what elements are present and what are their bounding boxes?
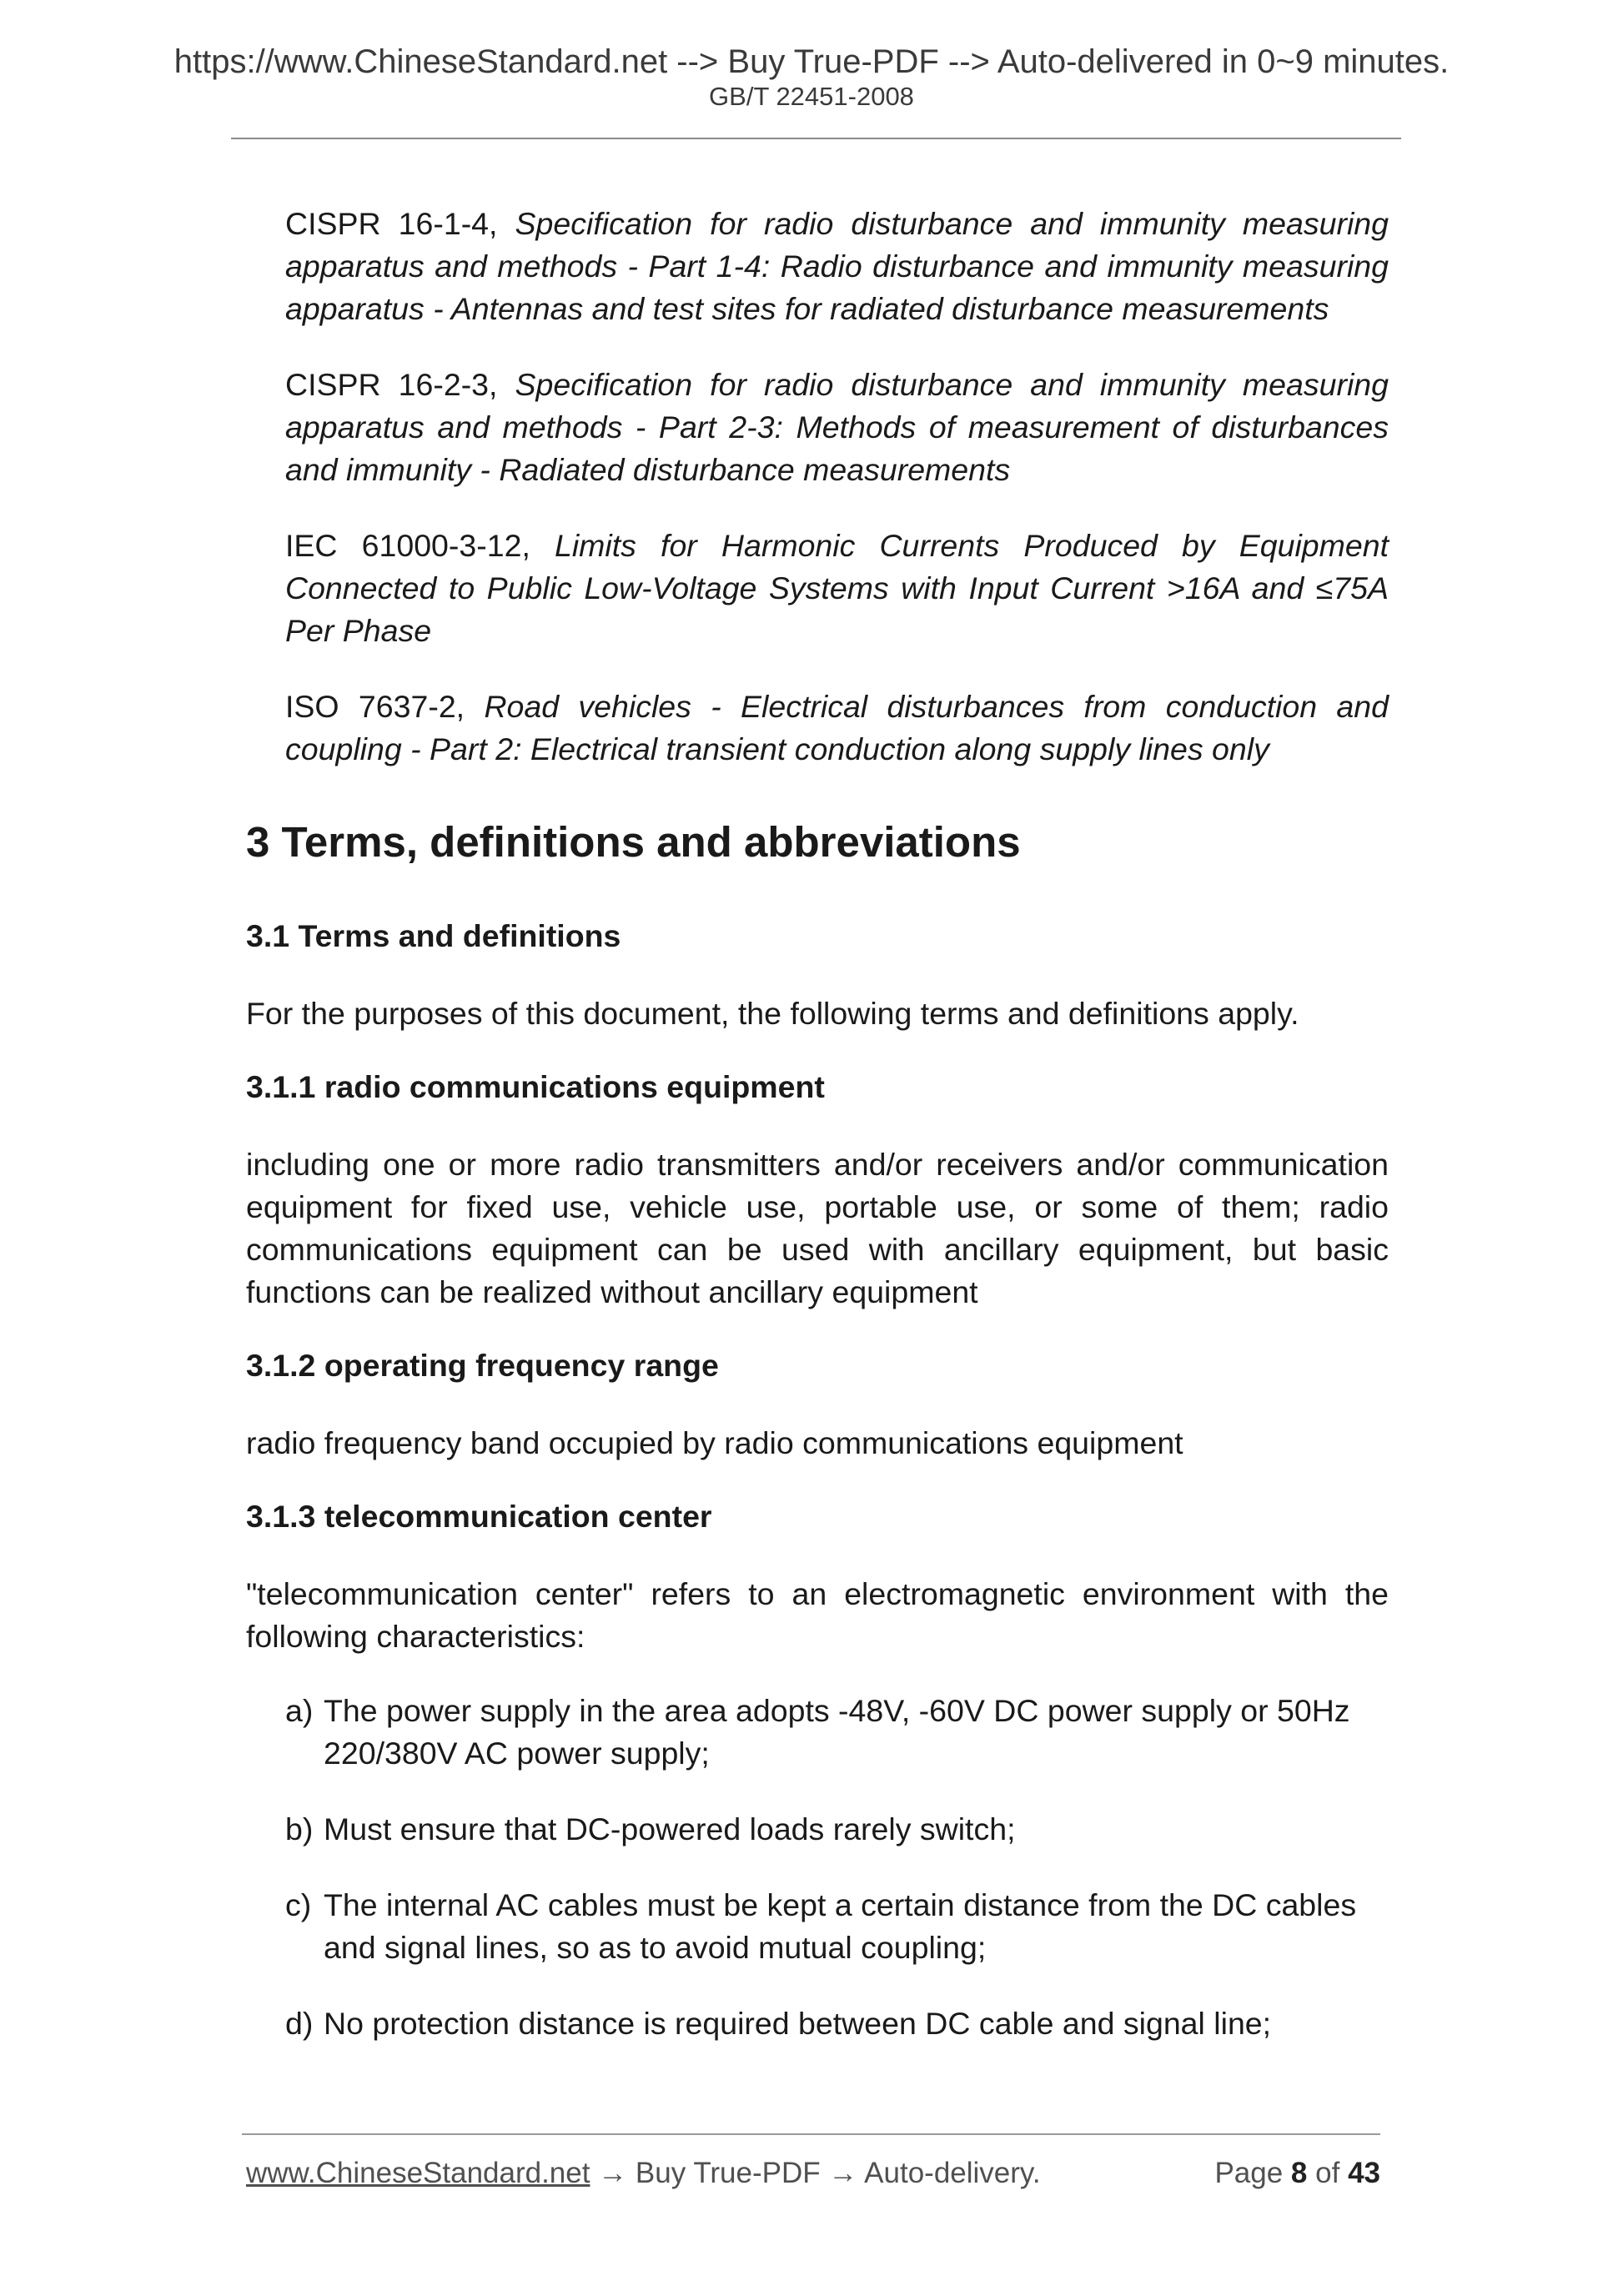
list-item-label: a) [285,1692,314,1728]
header-divider [231,138,1401,139]
page-number: 8 [1290,2157,1308,2189]
list-item [285,1690,1389,1775]
of-word: of [1315,2157,1340,2189]
footer-promo-text: → Buy True-PDF → Auto-delivery. [590,2157,1041,2189]
section-3-1-intro: For the purposes of this document, the following terms and definitions apply. [246,995,1299,1031]
term-3-1-2-heading: 3.1.2 operating frequency range [246,1347,719,1383]
term-3-1-3-definition: "telecommunication center" refers to an electromagnetic environment with the following characteristics: [246,1575,1389,1654]
footer-site-link[interactable]: www.ChineseStandard.net [246,2157,590,2189]
reference-item [285,203,1389,330]
reference-title: Limits for Harmonic Currents Produced by Equipment Connected to Public Low-Voltage Systems with Input Current >16A and ≤75A Per Phase [285,527,1389,648]
reference-code: IEC 61000-3-12, [285,527,530,563]
page-content [246,171,1389,2078]
footer-promo [246,2157,1041,2190]
footer-divider [242,2133,1380,2135]
term-3-1-3-heading: 3.1.3 telecommunication center [246,1498,712,1534]
page-word: Page [1214,2157,1284,2189]
reference-title: Specification for radio disturbance and immunity measuring apparatus and methods - Part 2-3: Methods of measurement of disturbances and immunity - Radiated disturbance measurements [285,366,1389,487]
list-item [285,2002,1389,2045]
term-3-1-1-definition: including one or more radio transmitters and/or receivers and/or communication equipment for fixed use, vehicle use, portable use, or some of them; radio communications equipment can be used with ancillary equipment, but basic functions can be realized without ancillary equipment [246,1146,1389,1309]
reference-title: Road vehicles - Electrical disturbances from conduction and coupling - Part 2: Electrical transient conduction along supply lines only [285,688,1389,766]
list-item-text: The internal AC cables must be kept a certain distance from the DC cables and signal lines, so as to avoid mutual coupling; [324,1887,1357,1965]
reference-item [285,686,1389,771]
list-item-label: c) [285,1887,312,1922]
list-item-text: Must ensure that DC-powered loads rarely switch; [324,1811,1016,1846]
section-3-1-heading: 3.1 Terms and definitions [246,917,621,953]
page-total: 43 [1348,2157,1380,2189]
term-3-1-2-definition: radio frequency band occupied by radio communications equipment [246,1424,1183,1460]
list-item [285,1808,1389,1851]
reference-code: CISPR 16-1-4, [285,205,498,241]
reference-item [285,525,1389,652]
reference-code: ISO 7637-2, [285,688,465,724]
page-footer [246,2157,1380,2190]
term-3-1-1-heading: 3.1.1 radio communications equipment [246,1068,825,1104]
section-3-heading: 3 Terms, definitions and abbreviations [246,817,1021,866]
header-banner: https://www.ChineseStandard.net --> Buy True-PDF --> Auto-delivered in 0~9 minutes. [173,43,1450,80]
list-item-label: d) [285,2005,314,2041]
reference-title: Specification for radio disturbance and immunity measuring apparatus and methods - Part 1-4: Radio disturbance and immunity measuring apparatus - Antennas and test sites for radiated disturbance measurements [285,205,1389,326]
reference-code: CISPR 16-2-3, [285,366,498,402]
list-item-text: No protection distance is required between DC cable and signal line; [324,2005,1272,2041]
list-item-text: The power supply in the area adopts -48V, -60V DC power supply or 50Hz 220/380V AC power supply; [324,1692,1350,1771]
standard-number: GB/T 22451-2008 [709,82,914,111]
list-item [285,1884,1389,1969]
page-indicator [1214,2157,1380,2190]
list-item-label: b) [285,1811,314,1846]
reference-item [285,364,1389,491]
